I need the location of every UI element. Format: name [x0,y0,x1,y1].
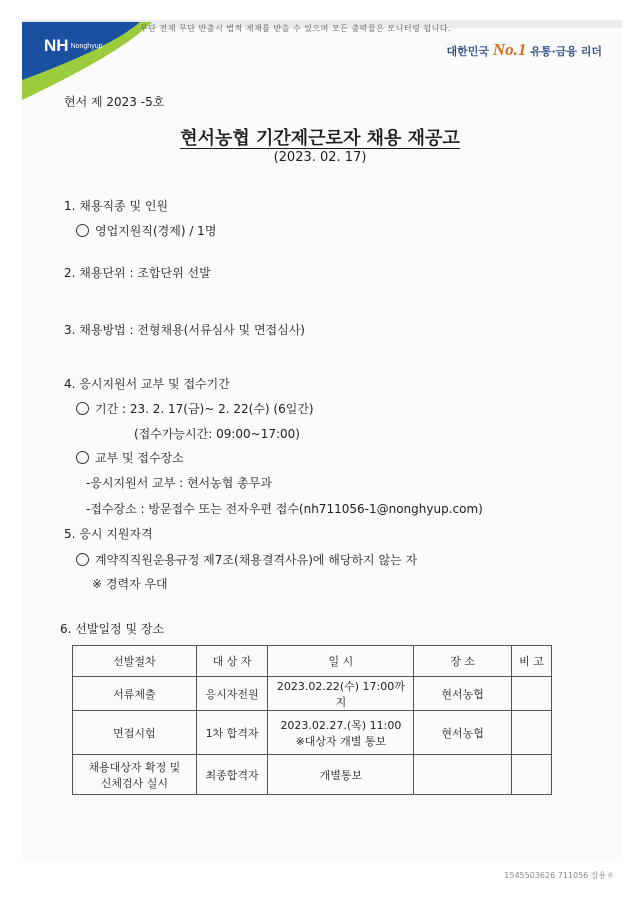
section-4-period: 기간 : 23. 2. 17(금)~ 2. 22(수) (6일간) [76,400,314,417]
page-title: 현서농협 기간제근로자 채용 재공고 [180,128,460,149]
table-cell: 현서농협 [414,711,512,755]
table-cell [512,755,552,795]
table-cell: 2023.02.22(수) 17:00까지 [268,677,414,711]
section-6-title: 6. 선발일정 및 장소 [60,622,165,636]
table-row [73,677,552,711]
table-cell: 채용대상자 확정 및 신체검사 실시 [73,755,197,795]
table-row [73,711,552,755]
circle-bullet-icon [76,402,89,415]
table-cell [512,711,552,755]
section-4-title: 4. 응시지원서 교부 및 접수기간 [64,377,230,391]
footer-code: 1545503626 711056 장용ㅎ [504,871,614,880]
section-4-place-2: -접수장소 : 방문접수 또는 전자우편 접수(nh711056-1@nonghyup.com) [86,502,483,516]
section-5-note: ※ 경력자 우대 [92,577,168,591]
section-4-place-title: 교부 및 접수장소 [76,449,184,466]
table-header-cell: 비 고 [512,646,552,677]
section-3: 3. 채용방법 : 전형채용(서류심사 및 면접심사) [64,323,305,337]
table-cell: 면접시험 [73,711,197,755]
section-4-place-1: -응시지원서 교부 : 현서농협 총무과 [86,476,272,490]
table-cell: 서류제출 [73,677,197,711]
table-header-cell: 장 소 [414,646,512,677]
table-header-cell: 대 상 자 [196,646,268,677]
table-cell: 개별통보 [268,755,414,795]
nh-logo-wave [22,22,152,102]
table-cell: 1차 합격자 [196,711,268,755]
section-1-title: 1. 채용직종 및 인원 [64,199,169,213]
no1-mark: No.1 [492,40,527,59]
table-header-cell: 선발절차 [73,646,197,677]
table-header-cell: 일 시 [268,646,414,677]
table-cell: 2023.02.27.(목) 11:00 ※대상자 개별 통보 [268,711,414,755]
table-cell [512,677,552,711]
circle-bullet-icon [76,451,89,464]
section-2: 2. 채용단위 : 조합단위 선발 [64,266,211,280]
section-5-item: 계약직직원운용규정 제7조(채용결격사유)에 해당하지 않는 자 [76,551,417,568]
slogan: 대한민국 No.1 유통·금융 리더 [446,40,602,59]
table-cell: 최종합격자 [196,755,268,795]
section-5-title: 5. 응시 지원자격 [64,527,153,541]
document-number: 현서 제 2023 -5호 [64,95,165,109]
schedule-table [72,645,552,795]
table-cell: 응시자전원 [196,677,268,711]
section-1-item: 영업지원직(경제) / 1명 [76,222,216,239]
announcement-date: (2023. 02. 17) [273,150,367,165]
section-4-hours: (접수가능시간: 09:00~17:00) [134,427,300,441]
table-cell [414,755,512,795]
circle-bullet-icon [76,553,89,566]
copy-warning: 무단 전재 무단 반출시 법적 제재를 받을 수 있으며 모든 출력물은 모니터링 됩니다. [140,24,452,33]
circle-bullet-icon [76,224,89,237]
table-header-row [73,646,552,677]
table-row [73,755,552,795]
nh-logo: NH Nonghyup [44,36,103,55]
table-cell: 현서농협 [414,677,512,711]
